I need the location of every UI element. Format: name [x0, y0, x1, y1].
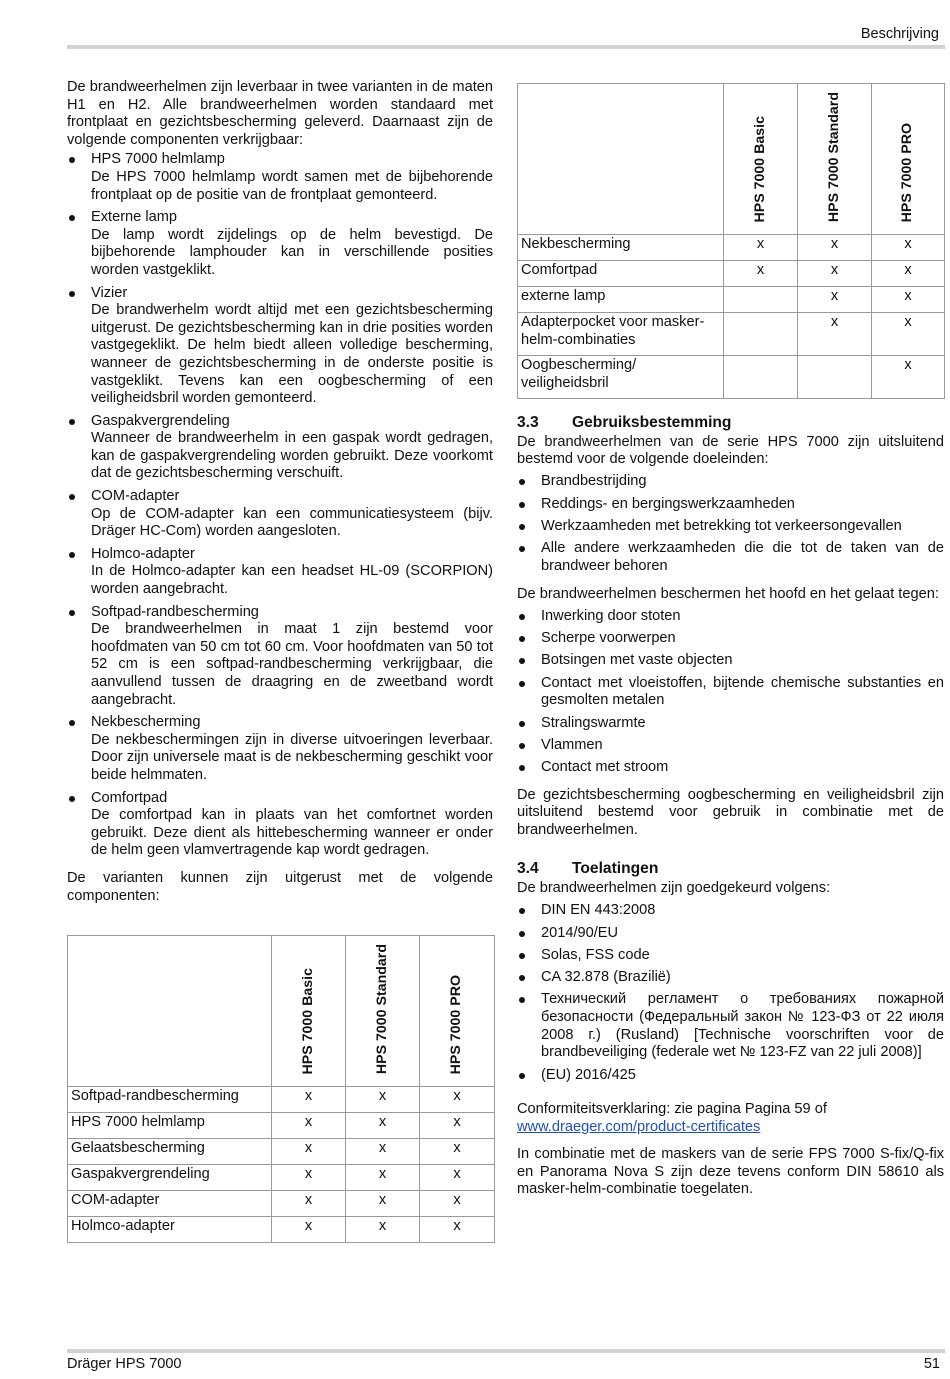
- purpose-intro: De brandweerhelmen van de serie HPS 7000 zijn uitsluitend bestemd voor de volgende doeleinden:: [517, 433, 944, 468]
- list-item: Vlammen: [517, 737, 944, 755]
- table-row: Gelaatsbescherming x x x: [68, 1139, 495, 1165]
- right-column: [517, 83, 944, 1199]
- section-heading-3-4: 3.4 Toelatingen: [517, 860, 659, 878]
- table-corner: [68, 936, 272, 1087]
- page-number: 51: [923, 1356, 940, 1372]
- column-header: HPS 7000 PRO: [872, 84, 945, 235]
- list-item: Holmco-adapter In de Holmco-adapter kan een headset HL-09 (SCORPION) worden aangebracht.: [67, 546, 493, 599]
- table-row: Adapterpocket voor masker-helm-combinaties x x: [518, 313, 945, 356]
- table-corner: [518, 84, 724, 235]
- table-row: externe lamp x x: [518, 287, 945, 313]
- table-row: Comfortpad x x x: [518, 261, 945, 287]
- list-item: Comfortpad De comfortpad kan in plaats van het comfortnet worden gebruikt. Deze dient als hittebescherming wanneer er onder de helm geen vlamvertragende kap wordt gedragen.: [67, 790, 493, 860]
- list-item: (EU) 2016/425: [517, 1067, 944, 1085]
- protect-intro: De brandweerhelmen beschermen het hoofd en het gelaat tegen:: [517, 585, 939, 602]
- list-item: Nekbescherming De nekbeschermingen zijn in diverse uitvoeringen leverbaar. Door zijn universele maat is de nekbescherming geschikt voor beide helmmaten.: [67, 714, 493, 784]
- list-item: COM-adapter Op de COM-adapter kan een communicatiesysteem (bijv. Dräger HC-Com) worden aangesloten.: [67, 488, 493, 541]
- list-item: Brandbestrijding: [517, 473, 944, 491]
- table-row: Softpad-randbescherming x x x: [68, 1087, 495, 1113]
- face-protection-paragraph: De gezichtsbescherming oogbescherming en veiligheidsbril zijn uitsluitend bestemd voor gebruik in combinatie met de brandweerhelmen.: [517, 786, 944, 838]
- purpose-list: [517, 473, 944, 575]
- list-item: 2014/90/EU: [517, 925, 944, 943]
- list-item: Reddings- en bergingswerkzaamheden: [517, 496, 944, 514]
- variants-paragraph: De varianten kunnen zijn uitgerust met de volgende componenten:: [67, 869, 493, 904]
- list-item: Werkzaamheden met betrekking tot verkeersongevallen: [517, 518, 944, 536]
- approvals-intro: De brandweerhelmen zijn goedgekeurd volgens:: [517, 880, 831, 897]
- list-item: Externe lamp De lamp wordt zijdelings op de helm bevestigd. De bijbehorende lamphouder kan in verschillende posities worden vastgeklikt.: [67, 209, 493, 279]
- list-item: Contact met vloeistoffen, bijtende chemische substanties en gesmolten metalen: [517, 675, 944, 710]
- list-item: Vizier De brandwerhelm wordt altijd met een gezichtsbescherming uitgerust. De gezichtsbescherming kan in drie posities worden vastgegeklikt. De helm biedt alleen volledige bescherming, wanneer de gezichtsbescherming in de onderste positie is vastgeklikt. Tevens kan een oogbescherming of een veiligheidsbril worden gemonteerd.: [67, 285, 493, 408]
- list-item: Stralingswarmte: [517, 715, 944, 733]
- list-item: CA 32.878 (Brazilië): [517, 969, 944, 987]
- footer-rule: [67, 1349, 945, 1353]
- column-header: HPS 7000 PRO: [420, 936, 495, 1087]
- table-row: Holmco-adapter x x x: [68, 1217, 495, 1243]
- list-item: Solas, FSS code: [517, 947, 944, 965]
- table-row: Oogbescherming/ veiligheidsbril x: [518, 356, 945, 399]
- list-item: Alle andere werkzaamheden die die tot de taken van de brandweer behoren: [517, 540, 944, 575]
- footer-product: Dräger HPS 7000: [67, 1356, 182, 1372]
- table-row: COM-adapter x x x: [68, 1191, 495, 1217]
- table-row: HPS 7000 helmlamp x x x: [68, 1113, 495, 1139]
- approvals-list: [517, 902, 944, 1084]
- list-item: Botsingen met vaste objecten: [517, 652, 944, 670]
- table-row: Gaspakvergrendeling x x x: [68, 1165, 495, 1191]
- list-item: Softpad-randbescherming De brandweerhelmen in maat 1 zijn bestemd voor hoofdmaten van 50 cm tot 60 cm. Voor hoofdmaten van 50 tot 52 cm is een softpad-randbescherming verkrijgbaar, die aanvullend tussen de draagring en de zweetband wordt aangebracht.: [67, 604, 493, 710]
- section-heading-3-3: 3.3 Gebruiksbestemming: [517, 414, 732, 431]
- variants-table-left: [67, 935, 495, 1243]
- list-item: Inwerking door stoten: [517, 608, 944, 626]
- list-item: Технический регламент о требованиях пожарной безопасности (Федеральный закон № 123-ФЗ от 22 июля 2008 г.) (Rusland) [Technische voorschriften voor de brandbeveiliging (federale wet № 123-FZ van 22 juli 2008)]: [517, 991, 944, 1061]
- table-row: Nekbescherming x x x: [518, 235, 945, 261]
- list-item: Contact met stroom: [517, 759, 944, 777]
- column-header: HPS 7000 Basic: [724, 84, 798, 235]
- list-item: Scherpe voorwerpen: [517, 630, 944, 648]
- column-header: HPS 7000 Standard: [346, 936, 420, 1087]
- column-header: HPS 7000 Basic: [272, 936, 346, 1087]
- header-rule: [67, 45, 945, 49]
- intro-paragraph: De brandweerhelmen zijn leverbaar in twee varianten in de maten H1 en H2. Alle brandweerhelmen worden standaard met frontplaat en gezichtsbescherming geleverd. Daarnaast zijn de volgende componenten verkrijgbaar:: [67, 79, 493, 148]
- component-list: [67, 151, 493, 860]
- column-header: HPS 7000 Standard: [798, 84, 872, 235]
- hazard-list: [517, 608, 944, 777]
- variants-table-right: [517, 83, 945, 399]
- left-column: [67, 79, 493, 1243]
- list-item: DIN EN 443:2008: [517, 902, 944, 920]
- certificates-link[interactable]: www.draeger.com/product-certificates: [517, 1118, 761, 1135]
- list-item: Gaspakvergrendeling Wanneer de brandweerhelm in een gaspak wordt gedragen, kan de gaspakvergrendeling worden gebruikt. Deze voorkomt dat de gezichtsbescherming verschuift.: [67, 413, 493, 483]
- running-header: Beschrijving: [860, 26, 939, 42]
- combination-paragraph: In combinatie met de maskers van de serie FPS 7000 S-fix/Q-fix en Panorama Nova S zijn deze tevens conform DIN 58610 als masker-helm-combinatie toegelaten.: [517, 1146, 944, 1198]
- list-item: HPS 7000 helmlamp De HPS 7000 helmlamp wordt samen met de bijbehorende frontplaat op de positie van de frontplaat gemonteerd.: [67, 151, 493, 204]
- conformity-paragraph: Conformiteitsverklaring: zie pagina Pagina 59 of www.draeger.com/product-certificates: [517, 1101, 827, 1135]
